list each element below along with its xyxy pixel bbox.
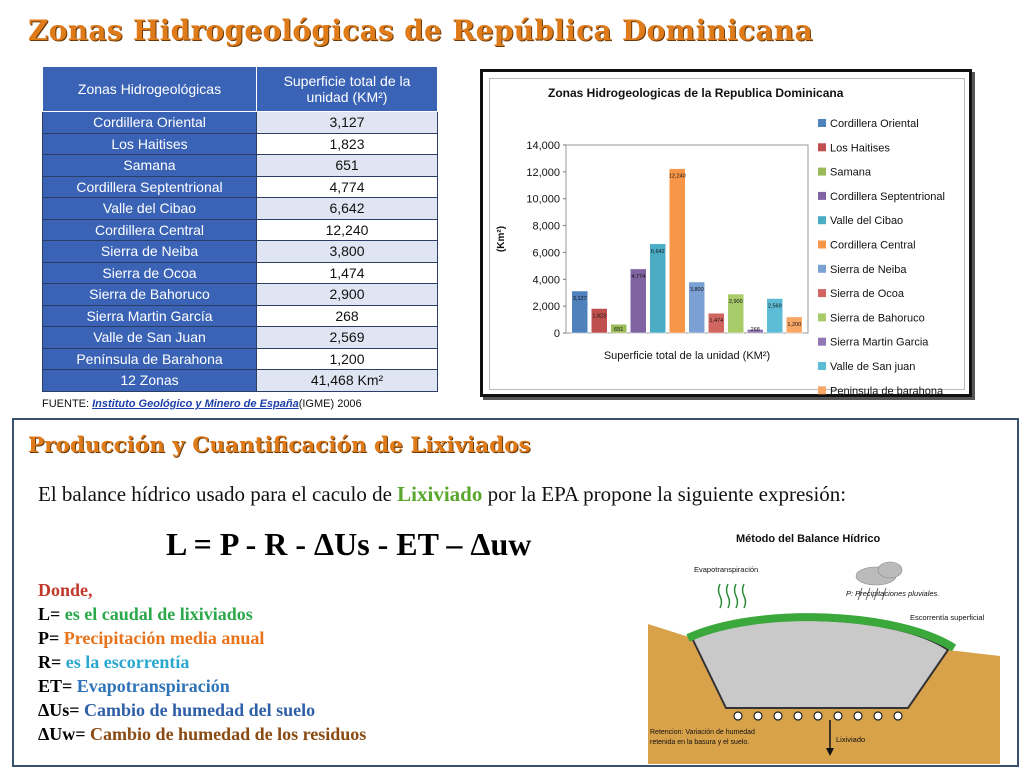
zone-name: Península de Barahona bbox=[43, 348, 257, 370]
retention-label-1: Retencion: Variación de humedad bbox=[650, 729, 755, 736]
x-axis-label: Superficie total de la unidad (KM²) bbox=[603, 350, 771, 362]
intro-text bbox=[38, 480, 938, 508]
zone-name: Sierra Martin García bbox=[43, 305, 257, 327]
definition-item bbox=[38, 602, 366, 626]
zone-value: 268 bbox=[257, 305, 438, 327]
legend-swatch-3 bbox=[818, 192, 826, 200]
definition-item bbox=[38, 674, 366, 698]
formula: L = P - R - ΔUs - ET – Δuw bbox=[166, 526, 532, 562]
table-row bbox=[43, 284, 438, 306]
intro-highlight: Lixiviado bbox=[397, 482, 483, 506]
zone-name: Samana bbox=[43, 155, 257, 177]
bar-label-7: 1,474 bbox=[709, 318, 724, 325]
def-text: es el caudal de lixiviados bbox=[64, 604, 253, 624]
zone-value: 6,642 bbox=[257, 198, 438, 220]
def-text: es la escorrentía bbox=[65, 652, 190, 672]
intro-after: por la EPA propone la siguiente expresión: bbox=[482, 482, 847, 506]
legend-label-1: Los Haitises bbox=[830, 142, 890, 155]
table-row bbox=[43, 348, 438, 370]
total-value: 41,468 Km² bbox=[257, 370, 438, 392]
y-tick-label: 12,000 bbox=[526, 166, 560, 179]
y-tick-label: 10,000 bbox=[526, 193, 560, 206]
bar-chart bbox=[490, 79, 964, 398]
legend-label-9: Sierra Martin Garcia bbox=[830, 336, 929, 349]
def-symbol: P= bbox=[38, 628, 64, 648]
bar-label-10: 2,569 bbox=[767, 303, 782, 310]
legend-swatch-2 bbox=[818, 168, 826, 176]
zone-value: 12,240 bbox=[257, 219, 438, 241]
zone-value: 2,569 bbox=[257, 327, 438, 349]
definition-item bbox=[38, 650, 366, 674]
chart-area bbox=[489, 78, 965, 398]
bar-label-5: 12,240 bbox=[668, 173, 686, 180]
donde-label: Donde, bbox=[38, 580, 93, 600]
zone-name: Valle del Cibao bbox=[43, 198, 257, 220]
legend-label-8: Sierra de Bahoruco bbox=[830, 312, 925, 325]
total-label: 12 Zonas bbox=[43, 370, 257, 392]
precip-label: P: Precipitaciones pluviales. bbox=[846, 589, 940, 598]
zone-name: Sierra de Ocoa bbox=[43, 262, 257, 284]
bar-label-2: 651 bbox=[614, 327, 624, 333]
source-suffix: (IGME) 2006 bbox=[298, 398, 362, 410]
def-symbol: L= bbox=[38, 604, 65, 624]
retention-label-2: retenida en la basura y el suelo. bbox=[650, 739, 750, 746]
bar-label-8: 2,900 bbox=[728, 299, 743, 306]
bar-label-3: 4,774 bbox=[631, 273, 646, 280]
zone-value: 3,800 bbox=[257, 241, 438, 263]
section-title: Producción y Cuantificación de Lixiviados bbox=[28, 433, 531, 458]
legend-label-11: Peninsula de barahona bbox=[830, 385, 944, 398]
table-row bbox=[43, 241, 438, 263]
chart-frame bbox=[480, 69, 972, 397]
lixiviado-label: Lixiviado bbox=[836, 735, 866, 744]
legend-label-3: Cordillera Septentrional bbox=[830, 190, 945, 203]
table-header-surface: Superficie total de la unidad (KM²) bbox=[257, 67, 438, 112]
bar-5 bbox=[669, 169, 685, 333]
zone-value: 651 bbox=[257, 155, 438, 177]
legend-swatch-6 bbox=[818, 265, 826, 273]
def-symbol: R= bbox=[38, 652, 66, 672]
table-row bbox=[43, 305, 438, 327]
zone-name: Sierra de Bahoruco bbox=[43, 284, 257, 306]
legend-label-6: Sierra de Neiba bbox=[830, 263, 907, 276]
table-row bbox=[43, 112, 438, 134]
legend-label-5: Cordillera Central bbox=[830, 239, 916, 252]
table-row bbox=[43, 155, 438, 177]
def-symbol: ΔUw= bbox=[38, 724, 91, 744]
chart-title: Zonas Hidrogeologicas de la Republica Dominicana bbox=[548, 86, 844, 100]
table-row bbox=[43, 198, 438, 220]
bar-4 bbox=[650, 244, 666, 333]
runoff-label: Escorrentía superficial bbox=[910, 613, 985, 622]
table-total-row bbox=[43, 370, 438, 392]
def-text: Cambio de humedad de los residuos bbox=[90, 724, 367, 744]
y-tick-label: 2,000 bbox=[532, 301, 560, 314]
zone-name: Cordillera Oriental bbox=[43, 112, 257, 134]
zones-table bbox=[42, 66, 438, 392]
legend-swatch-1 bbox=[818, 143, 826, 151]
table-row bbox=[43, 327, 438, 349]
zone-name: Valle de San Juan bbox=[43, 327, 257, 349]
def-symbol: ET= bbox=[38, 676, 77, 696]
legend-swatch-5 bbox=[818, 241, 826, 249]
table-row bbox=[43, 176, 438, 198]
bar-label-9: 268 bbox=[750, 327, 760, 333]
source-prefix: FUENTE: bbox=[42, 398, 93, 410]
table-header-row bbox=[43, 67, 438, 112]
def-text: Precipitación media anual bbox=[63, 628, 265, 648]
zone-name: Sierra de Neiba bbox=[43, 241, 257, 263]
legend-label-0: Cordillera Oriental bbox=[830, 118, 919, 130]
zone-value: 1,474 bbox=[257, 262, 438, 284]
page-title: Zonas Hidrogeológicas de República Dominicana bbox=[28, 14, 813, 47]
legend-label-7: Sierra de Ocoa bbox=[830, 288, 904, 301]
zone-value: 4,774 bbox=[257, 176, 438, 198]
zone-name: Los Haitises bbox=[43, 133, 257, 155]
table-header-zones: Zonas Hidrogeológicas bbox=[43, 67, 257, 112]
zone-name: Cordillera Septentrional bbox=[43, 176, 257, 198]
bar-label-1: 1,823 bbox=[592, 313, 607, 320]
table-row bbox=[43, 262, 438, 284]
legend-swatch-8 bbox=[818, 313, 826, 321]
bar-1 bbox=[591, 309, 607, 333]
y-tick-label: 4,000 bbox=[532, 274, 560, 287]
y-axis-label: (Km²) bbox=[496, 225, 507, 253]
legend-label-4: Valle del Cibao bbox=[830, 215, 904, 228]
def-symbol: ΔUs= bbox=[38, 700, 85, 720]
zone-value: 1,200 bbox=[257, 348, 438, 370]
legend-label-10: Valle de San juan bbox=[830, 361, 916, 373]
definition-item bbox=[38, 626, 366, 650]
def-text: Cambio de humedad del suelo bbox=[84, 700, 316, 720]
y-tick-label: 14,000 bbox=[526, 140, 560, 152]
source-note bbox=[42, 398, 362, 410]
definitions-list bbox=[38, 578, 366, 746]
legend-swatch-11 bbox=[818, 386, 826, 394]
table-row bbox=[43, 219, 438, 241]
zone-name: Cordillera Central bbox=[43, 219, 257, 241]
y-tick-label: 0 bbox=[553, 328, 560, 340]
y-tick-label: 6,000 bbox=[532, 247, 560, 260]
bar-label-6: 3,800 bbox=[689, 286, 704, 293]
bar-label-11: 1,200 bbox=[787, 321, 802, 328]
legend-swatch-4 bbox=[818, 216, 826, 224]
zone-value: 3,127 bbox=[257, 112, 438, 134]
source-link[interactable]: Instituto Geológico y Minero de España bbox=[92, 398, 299, 410]
drain-pipes-icon bbox=[734, 712, 902, 720]
table-row bbox=[43, 133, 438, 155]
definition-item bbox=[38, 698, 366, 722]
bar-label-0: 3,127 bbox=[572, 296, 587, 303]
legend-swatch-7 bbox=[818, 289, 826, 297]
definition-item bbox=[38, 722, 366, 746]
legend-swatch-9 bbox=[818, 338, 826, 346]
evap-label: Evapotranspiración bbox=[694, 565, 759, 574]
legend-swatch-0 bbox=[818, 119, 826, 127]
y-tick-label: 8,000 bbox=[532, 220, 560, 233]
diagram-title: Método del Balance Hídrico bbox=[736, 533, 881, 545]
water-balance-diagram bbox=[648, 520, 1000, 764]
zone-value: 2,900 bbox=[257, 284, 438, 306]
bar-label-4: 6,642 bbox=[650, 248, 665, 255]
zone-value: 1,823 bbox=[257, 133, 438, 155]
intro-before: El balance hídrico usado para el caculo de bbox=[38, 482, 398, 506]
legend-label-2: Samana bbox=[830, 166, 871, 179]
legend-swatch-10 bbox=[818, 362, 826, 370]
def-text: Evapotranspiración bbox=[76, 676, 230, 696]
